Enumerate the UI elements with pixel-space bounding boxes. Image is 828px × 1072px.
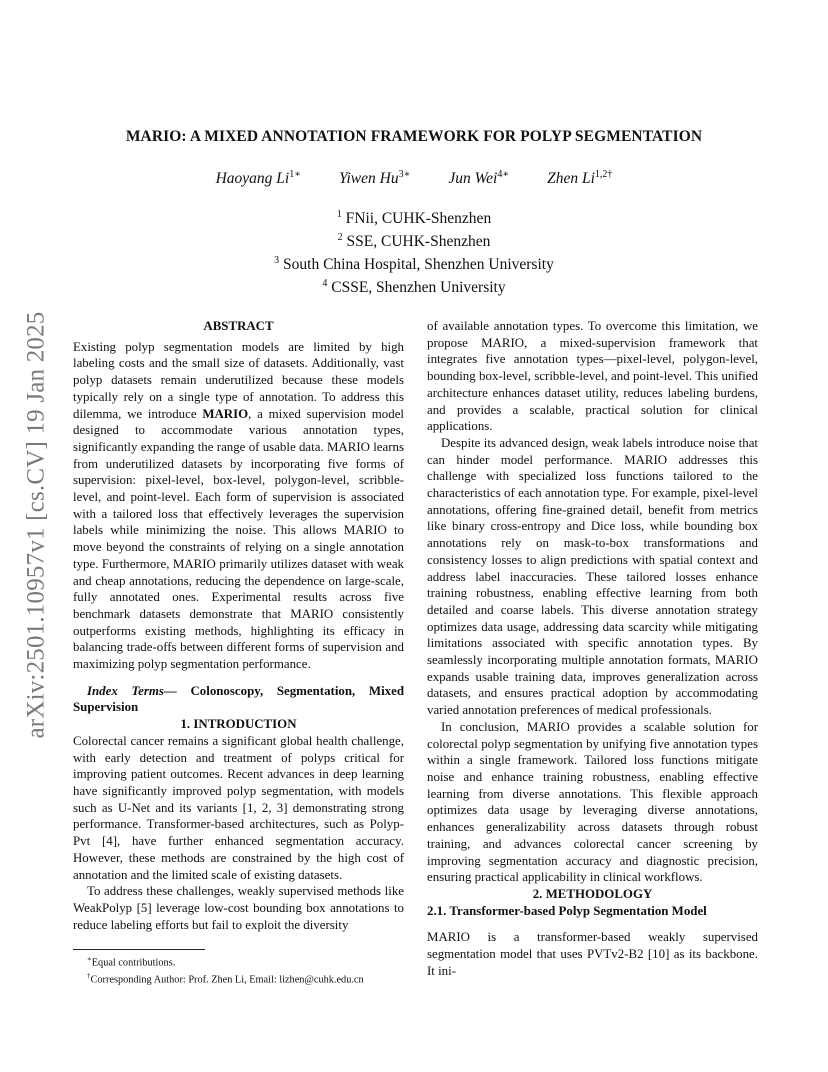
paper-title: MARIO: A MIXED ANNOTATION FRAMEWORK FOR POLYP SEGMENTATION: [125, 128, 703, 145]
author: Haoyang $Li^{1∗}$: [215, 169, 301, 188]
affiliation-list: [0, 205, 828, 298]
index-terms: Index Terms— Colonoscopy, Segmentation, Mixed Supervision: [73, 683, 404, 715]
intro-paragraph: To address these challenges, weakly supervised methods like WeakPolyp [5] leverage low-cost bounding box annotations to reduce labeling efforts but fail to exploit the diversity: [73, 884, 404, 932]
affiliation: $^2$ SSE, CUHK-Shenzhen: [337, 232, 491, 251]
footnote-rule: [73, 949, 205, 950]
introduction-heading: 1. INTRODUCTION: [180, 717, 297, 732]
affiliation: $^1$ FNii, CUHK-Shenzhen: [336, 209, 492, 228]
left-column: [73, 318, 404, 933]
body-paragraph: of available annotation types. To overcome this limitation, we propose MARIO, a mixed-supervision framework that integrates five annotation types—pixel-level, polygon-level, bounding box-level, scribble-level, and point-level. This unified architecture enhances dataset utility, reduces labeling burdens, and provides a scalable, practical solution for clinical applications.: [427, 319, 758, 434]
footnotes: [87, 953, 364, 987]
body-paragraph: In conclusion, MARIO provides a scalable solution for colorectal polyp segmentation by unifying five annotation types within a single framework. Tailored loss functions mitigate noise and enhance training robustness, enabling effective learning from diverse annotations. This flexible approach optimizes data usage by leveraging diverse annotations, enhances generalizability across datasets through robust training, and advances colorectal cancer screening by improving segmentation accuracy and diagnostic precision, ensuring practical applicability in clinical workflows.: [427, 719, 758, 885]
right-column: [427, 318, 758, 979]
arxiv-side-label: [14, 290, 58, 760]
intro-paragraph: Colorectal cancer remains a significant global health challenge, with early detection and treatment of polyps critical for improving patient outcomes. Recent advances in deep learning have significantly improved polyp segmentation, with models such as U-Net and its variants [1, 2, 3] demonstrating strong performance. Transformer-based architectures, such as Polyp-Pvt [4], have further enhanced segmentation accuracy. However, these methods are constrained by the high cost of annotation and the limited scale of existing datasets.: [73, 733, 404, 882]
methodology-heading: 2. METHODOLOGY: [532, 886, 653, 901]
body-paragraph: MARIO is a transformer-based weakly supervised segmentation model that uses PVTv2-B2 [10] as its backbone. It ini-: [427, 930, 758, 978]
author: Zhen $Li^{1,2\dagger}$: [547, 169, 613, 188]
body-paragraph: Despite its advanced design, weak labels introduce noise that can hinder model performance. MARIO addresses this challenge with specialized loss functions tailored to the characteristics of each annotation type. For example, pixel-level annotations, offering fine-grained detail, benefit from metrics like binary cross-entropy and Dice loss, while bounding box annotations rely on mask-to-box transformations and consistency losses to align predictions with spatial context and address label inaccuracies. These tailored losses enhance training robustness, enabling effective learning from both detailed and coarse labels. This diverse annotation strategy optimizes data usage, addressing data scarcity while mitigating limitations associated with specific annotation types. By seamlessly incorporating multiple annotation formats, MARIO expands usable training data, improves generalization across datasets, and ensures practical adoption by accommodating varied annotation preferences of medical professionals.: [427, 435, 758, 718]
abstract-heading: ABSTRACT: [203, 319, 274, 333]
subsection-heading: 2.1. Transformer-based Polyp Segmentation Model: [427, 903, 707, 918]
footnote: ∗Equal contributions.: [87, 955, 176, 969]
affiliation: $^3$ South China Hospital, Shenzhen University: [274, 255, 554, 274]
abstract-text: Existing polyp segmentation models are limited by high labeling costs and the small size of datasets. Additionally, vast polyp datasets remain underutilized because these models typically rely on a single type of annotation. To address this dilemma, we introduce MARIO, a mixed supervision model designed to accommodate various annotation types, significantly expanding the range of usable data. MARIO learns from underutilized datasets by incorporating five forms of supervision: pixel-level, box-level, polygon-level, scribble-level, and point-level. Each form of supervision is associated with a tailored loss that effectively leverages the supervision labels while minimizing the noise. This allows MARIO to move beyond the constraints of relying on a single annotation type. Furthermore, MARIO primarily utilizes dataset with weak and cheap annotations, reducing the dependence on large-scale, fully annotated ones. Experimental results across five benchmark datasets demonstrate that MARIO consistently outperforms existing methods, highlighting its efficacy in balancing trade-offs between different forms of supervision and maximizing polyp segmentation performance.: [73, 339, 404, 672]
footnote: †Corresponding Author: Prof. Zhen Li, Email: lizhen@cuhk.edu.cn: [87, 971, 364, 986]
author: Jun Wei$^{4∗}$: [448, 169, 510, 188]
author-list: [0, 169, 828, 188]
arxiv-identifier: arXiv:2501.10957v1 [cs.CV] 19 Jan 2025: [22, 311, 49, 739]
author: Yiwen $Hu^{3∗}$: [339, 169, 411, 188]
affiliation: $^4$ CSSE, Shenzhen University: [322, 278, 506, 297]
